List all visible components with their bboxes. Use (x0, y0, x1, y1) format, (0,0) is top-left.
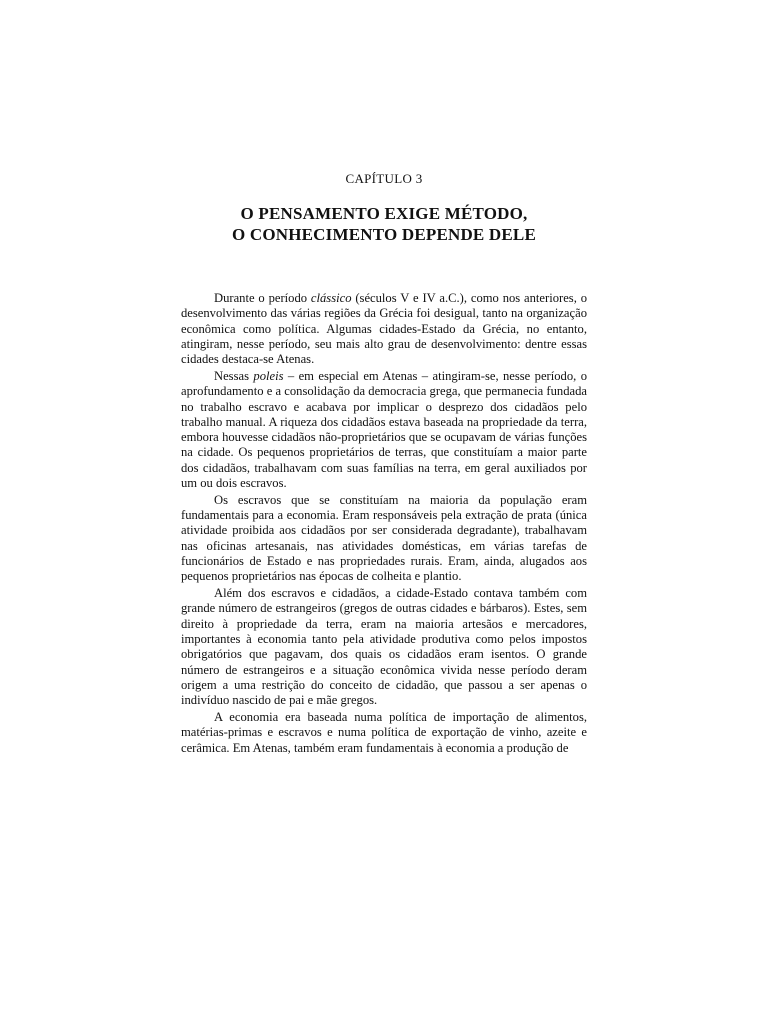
emphasis-word: poleis (253, 368, 284, 383)
chapter-title-line-1: O PENSAMENTO EXIGE MÉTODO, (240, 204, 528, 223)
paragraph: Os escravos que se constituíam na maioria da população eram fundamentais para a economia. Eram responsáveis pela extração de prata (única atividade proibida aos cidadãos por ser considerada degradante), trabalhavam nas oficinas artesanais, nas atividades domésticas, em várias tarefas de funcionários de Estado e nas propriedades rurais. Eram, ainda, alugados aos pequenos proprietários nas épocas de colheita e plantio. (181, 492, 587, 584)
paragraph: Além dos escravos e cidadãos, a cidade-Estado contava também com grande número de estrangeiros (gregos de outras cidades e bárbaros). Estes, sem direito à propriedade da terra, eram na maioria artesãos e mercadores, importantes à economia tanto pela atividade produtiva como pelos impostos obrigatórios que pagavam, dos quais os cidadãos eram isentos. O grande número de estrangeiros e a situação econômica vivida nesse período deram origem a uma restrição do conceito de cidadão, que passou a ser apenas o indivíduo nascido de pai e mãe gregos. (181, 586, 587, 708)
emphasis-word: clássico (310, 291, 352, 305)
paragraph: Durante o período clássico (séculos V e IV a.C.), como nos anteriores, o desenvolvimento das várias regiões da Grécia foi desigual, tanto na organização econômica como política. Algumas cidades-Estado da Grécia, no entanto, atingiram, nesse período, seu mais alto grau de desenvolvimento: dentre essas cidades destaca-se Atenas. (181, 291, 588, 367)
paragraph: A economia era baseada numa política de importação de alimentos, matérias-primas e escravos e numa política de exportação de vinho, azeite e cerâmica. Em Atenas, também eram fundamentais à economia a produção de (181, 710, 587, 755)
chapter-title (0, 203, 768, 245)
paragraph: Nessas poleis – em especial em Atenas – atingiram-se, nesse período, o aprofundamento e a consolidação da democracia grega, que permanecia fundada no trabalho escravo e acabava por implicar o desprezo dos cidadãos pelo trabalho manual. A riqueza dos cidadãos estava baseada na propriedade da terra, embora houvesse cidadãos não-proprietários que se ocupavam de várias funções na cidade. Os pequenos proprietários de terras, que constituíam a maior parte dos cidadãos, trabalhavam com suas famílias na terra, em geral auxiliados por um ou dois escravos. (181, 368, 587, 491)
chapter-number: CAPÍTULO 3 (345, 171, 423, 186)
chapter-title-line-2: O CONHECIMENTO DEPENDE DELE (231, 225, 537, 244)
body-text (181, 291, 587, 757)
